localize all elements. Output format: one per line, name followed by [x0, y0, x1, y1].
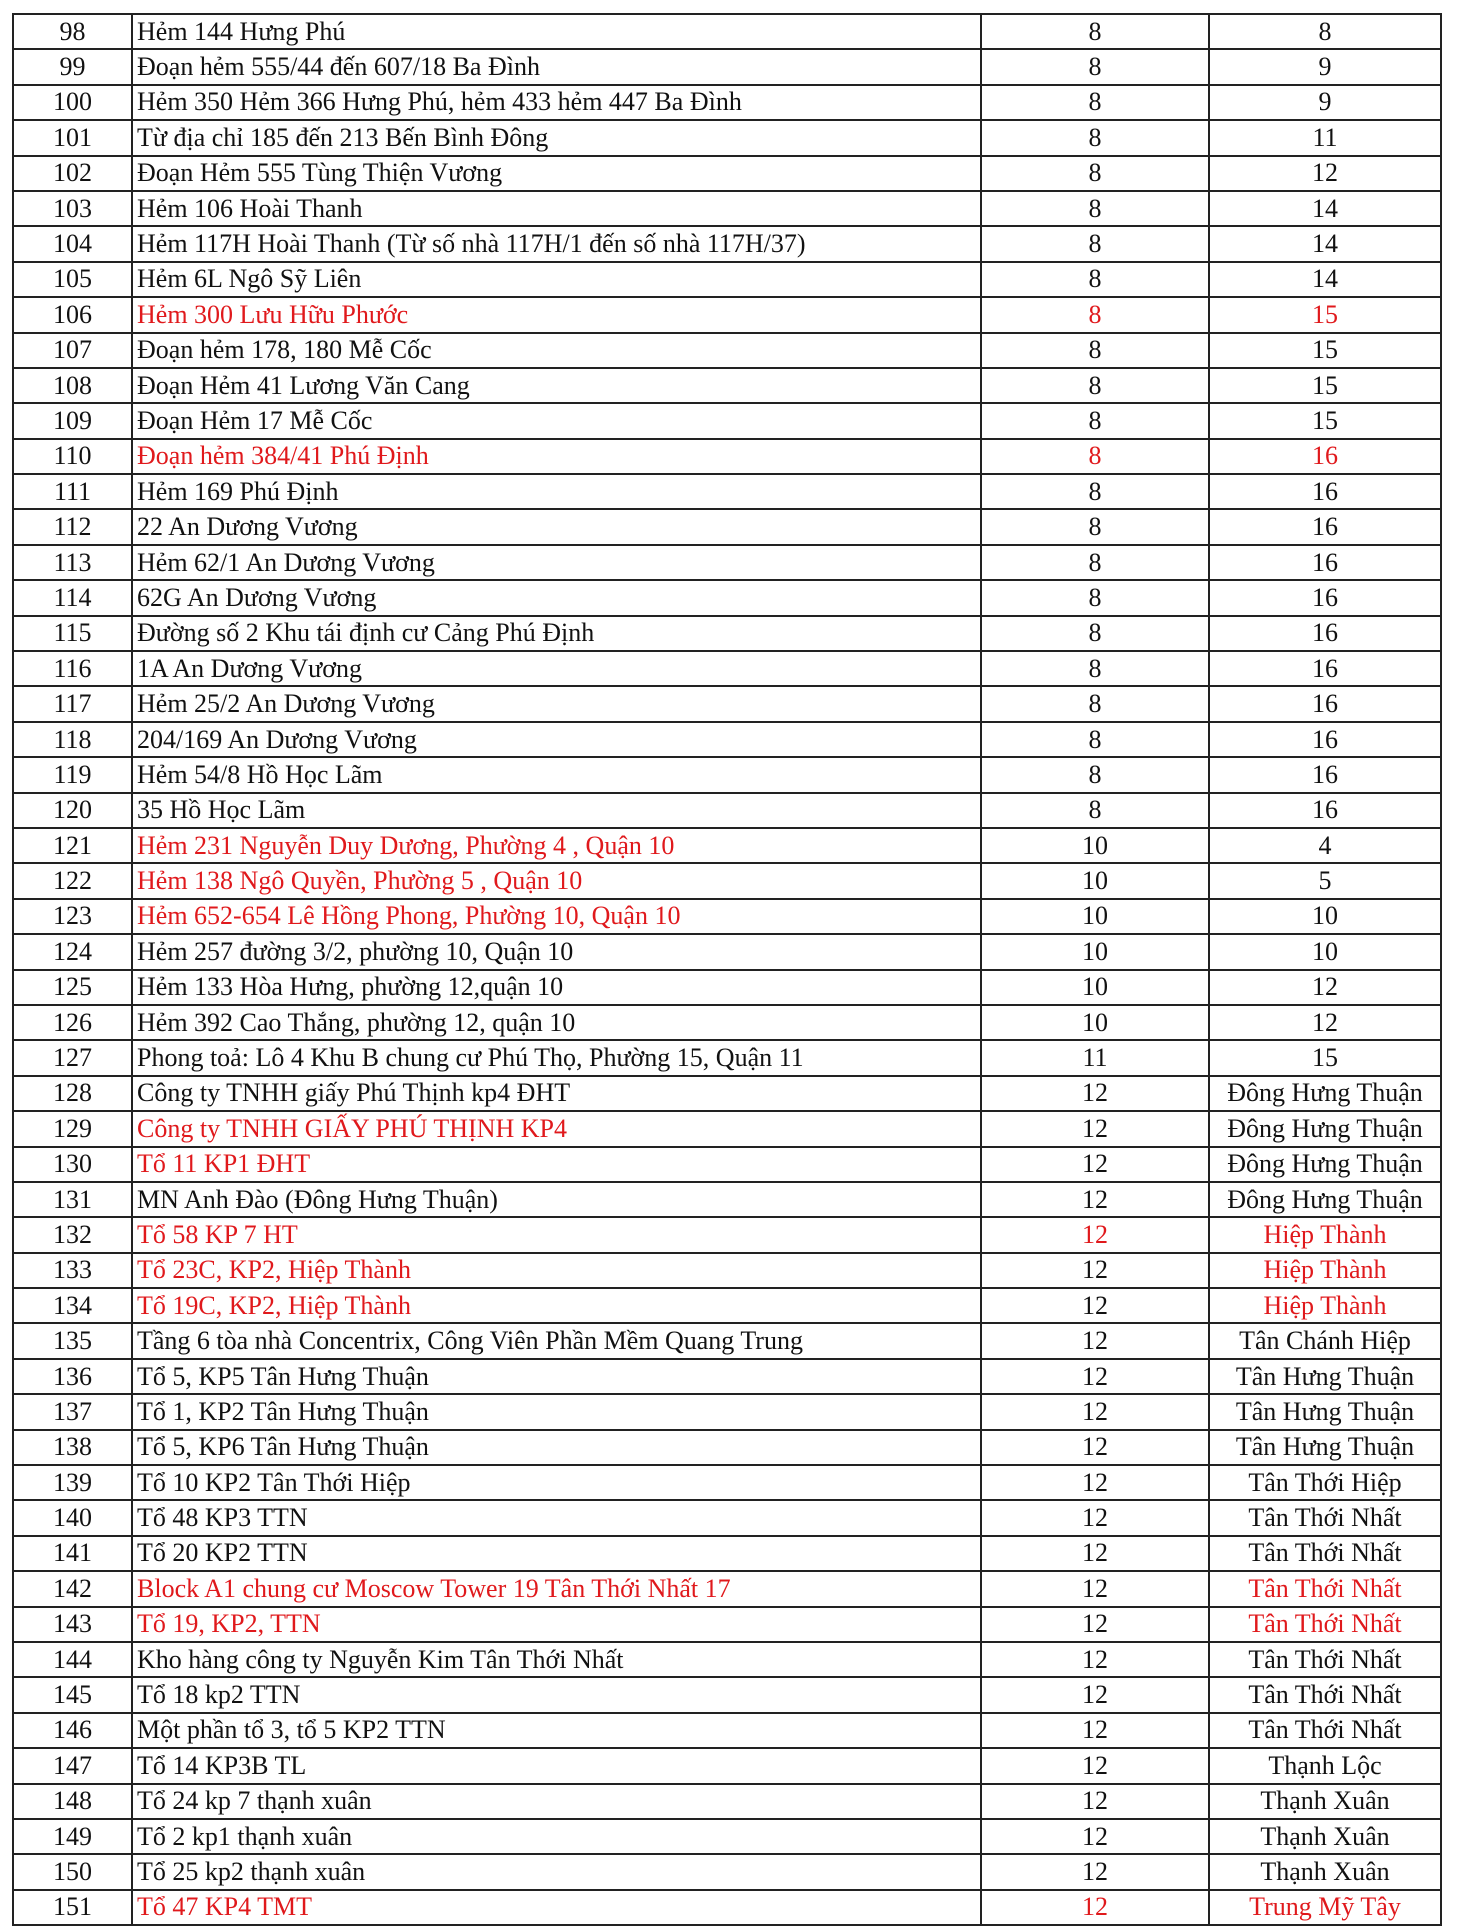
table-row — [13, 616, 1441, 651]
location-cell: Đoạn hẻm 178, 180 Mễ Cốc — [132, 333, 981, 368]
district-cell: 12 — [981, 1607, 1209, 1642]
district-cell: 8 — [981, 49, 1209, 84]
district-cell: 8 — [981, 616, 1209, 651]
ward-cell: Tân Thới Nhất — [1209, 1500, 1441, 1535]
row-number-cell: 136 — [13, 1359, 132, 1394]
district-cell: 8 — [981, 156, 1209, 191]
location-cell: Hẻm 62/1 An Dương Vương — [132, 545, 981, 580]
location-cell: Phong toả: Lô 4 Khu B chung cư Phú Thọ, Phường 15, Quận 11 — [132, 1040, 981, 1075]
location-cell: Hẻm 231 Nguyễn Duy Dương, Phường 4 , Quận 10 — [132, 828, 981, 863]
row-number-cell: 101 — [13, 120, 132, 155]
table-row — [13, 1111, 1441, 1146]
table-row — [13, 828, 1441, 863]
location-cell: Tổ 58 KP 7 HT — [132, 1217, 981, 1252]
row-number-cell: 107 — [13, 333, 132, 368]
row-number-cell: 142 — [13, 1571, 132, 1606]
row-number-cell: 112 — [13, 509, 132, 544]
ward-cell: Thạnh Xuân — [1209, 1819, 1441, 1854]
ward-cell: Tân Thới Nhất — [1209, 1536, 1441, 1571]
row-number-cell: 144 — [13, 1642, 132, 1677]
table-row — [13, 1500, 1441, 1535]
location-cell: 35 Hồ Học Lãm — [132, 793, 981, 828]
ward-cell: 14 — [1209, 191, 1441, 226]
location-cell: Hẻm 144 Hưng Phú — [132, 14, 981, 49]
ward-cell: Đông Hưng Thuận — [1209, 1111, 1441, 1146]
ward-cell: 16 — [1209, 545, 1441, 580]
district-cell: 12 — [981, 1571, 1209, 1606]
location-cell: Tổ 5, KP6 Tân Hưng Thuận — [132, 1430, 981, 1465]
ward-cell: 16 — [1209, 686, 1441, 721]
district-cell: 8 — [981, 722, 1209, 757]
ward-cell: Tân Hưng Thuận — [1209, 1359, 1441, 1394]
location-cell: Hẻm 350 Hẻm 366 Hưng Phú, hẻm 433 hẻm 447 Ba Đình — [132, 85, 981, 120]
row-number-cell: 148 — [13, 1784, 132, 1819]
ward-cell: 16 — [1209, 580, 1441, 615]
table-row — [13, 509, 1441, 544]
ward-cell: Đông Hưng Thuận — [1209, 1076, 1441, 1111]
ward-cell: 16 — [1209, 509, 1441, 544]
location-cell: Hẻm 106 Hoài Thanh — [132, 191, 981, 226]
location-cell: Hẻm 6L Ngô Sỹ Liên — [132, 262, 981, 297]
ward-cell: Thạnh Lộc — [1209, 1748, 1441, 1783]
table-row — [13, 757, 1441, 792]
ward-cell: Hiệp Thành — [1209, 1217, 1441, 1252]
table-row — [13, 368, 1441, 403]
table-row — [13, 793, 1441, 828]
ward-cell: 8 — [1209, 14, 1441, 49]
location-cell: Kho hàng công ty Nguyễn Kim Tân Thới Nhất — [132, 1642, 981, 1677]
table-row — [13, 1288, 1441, 1323]
location-cell: Đoạn hẻm 384/41 Phú Định — [132, 439, 981, 474]
row-number-cell: 132 — [13, 1217, 132, 1252]
district-cell: 8 — [981, 439, 1209, 474]
location-cell: Hẻm 133 Hòa Hưng, phường 12,quận 10 — [132, 970, 981, 1005]
ward-cell: Tân Hưng Thuận — [1209, 1394, 1441, 1429]
row-number-cell: 114 — [13, 580, 132, 615]
row-number-cell: 137 — [13, 1394, 132, 1429]
ward-cell: Tân Thới Hiệp — [1209, 1465, 1441, 1500]
ward-cell: 12 — [1209, 1005, 1441, 1040]
ward-cell: 15 — [1209, 403, 1441, 438]
row-number-cell: 129 — [13, 1111, 132, 1146]
ward-cell: 12 — [1209, 970, 1441, 1005]
row-number-cell: 151 — [13, 1890, 132, 1925]
district-cell: 12 — [981, 1465, 1209, 1500]
row-number-cell: 109 — [13, 403, 132, 438]
location-cell: 62G An Dương Vương — [132, 580, 981, 615]
ward-cell: Thạnh Xuân — [1209, 1854, 1441, 1889]
table-row — [13, 1182, 1441, 1217]
ward-cell: Đông Hưng Thuận — [1209, 1182, 1441, 1217]
district-cell: 12 — [981, 1076, 1209, 1111]
ward-cell: Thạnh Xuân — [1209, 1784, 1441, 1819]
district-cell: 8 — [981, 474, 1209, 509]
row-number-cell: 149 — [13, 1819, 132, 1854]
location-cell: Hẻm 138 Ngô Quyền, Phường 5 , Quận 10 — [132, 863, 981, 898]
location-cell: Tổ 2 kp1 thạnh xuân — [132, 1819, 981, 1854]
row-number-cell: 138 — [13, 1430, 132, 1465]
ward-cell: 16 — [1209, 757, 1441, 792]
ward-cell: Trung Mỹ Tây — [1209, 1890, 1441, 1925]
district-cell: 12 — [981, 1217, 1209, 1252]
ward-cell: 11 — [1209, 120, 1441, 155]
location-cell: Công ty TNHH GIẤY PHÚ THỊNH KP4 — [132, 1111, 981, 1146]
row-number-cell: 121 — [13, 828, 132, 863]
district-cell: 8 — [981, 651, 1209, 686]
row-number-cell: 103 — [13, 191, 132, 226]
location-cell: Tổ 11 KP1 ĐHT — [132, 1147, 981, 1182]
location-cell: Công ty TNHH giấy Phú Thịnh kp4 ĐHT — [132, 1076, 981, 1111]
ward-cell: 14 — [1209, 262, 1441, 297]
district-cell: 12 — [981, 1854, 1209, 1889]
location-cell: Hẻm 117H Hoài Thanh (Từ số nhà 117H/1 đến số nhà 117H/37) — [132, 226, 981, 261]
row-number-cell: 145 — [13, 1677, 132, 1712]
district-cell: 8 — [981, 333, 1209, 368]
district-cell: 10 — [981, 828, 1209, 863]
location-cell: Tổ 19, KP2, TTN — [132, 1607, 981, 1642]
location-cell: Tổ 19C, KP2, Hiệp Thành — [132, 1288, 981, 1323]
location-cell: Đường số 2 Khu tái định cư Cảng Phú Định — [132, 616, 981, 651]
table-row — [13, 1147, 1441, 1182]
table-row — [13, 439, 1441, 474]
district-cell: 12 — [981, 1677, 1209, 1712]
table-row — [13, 297, 1441, 332]
ward-cell: Tân Thới Nhất — [1209, 1607, 1441, 1642]
data-table — [12, 13, 1442, 1926]
ward-cell: 9 — [1209, 49, 1441, 84]
location-cell: Tổ 14 KP3B TL — [132, 1748, 981, 1783]
district-cell: 8 — [981, 509, 1209, 544]
ward-cell: 12 — [1209, 156, 1441, 191]
district-cell: 12 — [981, 1182, 1209, 1217]
district-cell: 12 — [981, 1253, 1209, 1288]
district-cell: 11 — [981, 1040, 1209, 1075]
district-cell: 12 — [981, 1288, 1209, 1323]
ward-cell: 15 — [1209, 297, 1441, 332]
table-row — [13, 545, 1441, 580]
district-cell: 12 — [981, 1536, 1209, 1571]
table-row — [13, 262, 1441, 297]
table-row — [13, 1217, 1441, 1252]
table-row — [13, 1394, 1441, 1429]
location-cell: Đoạn Hẻm 17 Mễ Cốc — [132, 403, 981, 438]
table-row — [13, 863, 1441, 898]
district-cell: 12 — [981, 1430, 1209, 1465]
table-row — [13, 1642, 1441, 1677]
location-cell: Một phần tổ 3, tổ 5 KP2 TTN — [132, 1713, 981, 1748]
table-row — [13, 899, 1441, 934]
row-number-cell: 119 — [13, 757, 132, 792]
district-cell: 8 — [981, 403, 1209, 438]
location-cell: Tổ 24 kp 7 thạnh xuân — [132, 1784, 981, 1819]
location-cell: Hẻm 300 Lưu Hữu Phước — [132, 297, 981, 332]
location-cell: Hẻm 257 đường 3/2, phường 10, Quận 10 — [132, 934, 981, 969]
district-cell: 12 — [981, 1500, 1209, 1535]
table-row — [13, 14, 1441, 49]
location-cell: 204/169 An Dương Vương — [132, 722, 981, 757]
ward-cell: 16 — [1209, 793, 1441, 828]
district-cell: 12 — [981, 1890, 1209, 1925]
district-cell: 12 — [981, 1323, 1209, 1358]
location-cell: Tầng 6 tòa nhà Concentrix, Công Viên Phần Mềm Quang Trung — [132, 1323, 981, 1358]
row-number-cell: 143 — [13, 1607, 132, 1642]
table-row — [13, 580, 1441, 615]
ward-cell: 10 — [1209, 934, 1441, 969]
row-number-cell: 110 — [13, 439, 132, 474]
district-cell: 10 — [981, 934, 1209, 969]
row-number-cell: 133 — [13, 1253, 132, 1288]
row-number-cell: 117 — [13, 686, 132, 721]
district-cell: 8 — [981, 580, 1209, 615]
ward-cell: 15 — [1209, 1040, 1441, 1075]
district-cell: 8 — [981, 120, 1209, 155]
row-number-cell: 135 — [13, 1323, 132, 1358]
ward-cell: Tân Thới Nhất — [1209, 1713, 1441, 1748]
location-cell: Hẻm 54/8 Hồ Học Lãm — [132, 757, 981, 792]
table-row — [13, 474, 1441, 509]
district-cell: 8 — [981, 368, 1209, 403]
district-cell: 12 — [981, 1748, 1209, 1783]
row-number-cell: 140 — [13, 1500, 132, 1535]
row-number-cell: 106 — [13, 297, 132, 332]
table-row — [13, 403, 1441, 438]
row-number-cell: 124 — [13, 934, 132, 969]
table-row — [13, 226, 1441, 261]
district-cell: 12 — [981, 1147, 1209, 1182]
table-row — [13, 970, 1441, 1005]
row-number-cell: 150 — [13, 1854, 132, 1889]
ward-cell: Tân Thới Nhất — [1209, 1571, 1441, 1606]
ward-cell: 14 — [1209, 226, 1441, 261]
district-cell: 8 — [981, 14, 1209, 49]
ward-cell: 15 — [1209, 333, 1441, 368]
location-cell: Đoạn Hẻm 41 Lương Văn Cang — [132, 368, 981, 403]
table-row — [13, 1430, 1441, 1465]
row-number-cell: 126 — [13, 1005, 132, 1040]
location-cell: 22 An Dương Vương — [132, 509, 981, 544]
ward-cell: Tân Hưng Thuận — [1209, 1430, 1441, 1465]
district-cell: 12 — [981, 1713, 1209, 1748]
district-cell: 8 — [981, 686, 1209, 721]
district-cell: 10 — [981, 899, 1209, 934]
ward-cell: 5 — [1209, 863, 1441, 898]
district-cell: 8 — [981, 297, 1209, 332]
district-cell: 12 — [981, 1111, 1209, 1146]
table-row — [13, 1323, 1441, 1358]
district-cell: 8 — [981, 191, 1209, 226]
location-cell: Block A1 chung cư Moscow Tower 19 Tân Thới Nhất 17 — [132, 1571, 981, 1606]
table-row — [13, 120, 1441, 155]
row-number-cell: 128 — [13, 1076, 132, 1111]
location-cell: 1A An Dương Vương — [132, 651, 981, 686]
row-number-cell: 120 — [13, 793, 132, 828]
table-row — [13, 49, 1441, 84]
table-row — [13, 1040, 1441, 1075]
location-cell: Hẻm 169 Phú Định — [132, 474, 981, 509]
row-number-cell: 134 — [13, 1288, 132, 1323]
row-number-cell: 98 — [13, 14, 132, 49]
location-cell: Tổ 25 kp2 thạnh xuân — [132, 1854, 981, 1889]
ward-cell: 16 — [1209, 722, 1441, 757]
table-row — [13, 686, 1441, 721]
ward-cell: 16 — [1209, 474, 1441, 509]
row-number-cell: 108 — [13, 368, 132, 403]
row-number-cell: 125 — [13, 970, 132, 1005]
location-cell: Tổ 23C, KP2, Hiệp Thành — [132, 1253, 981, 1288]
row-number-cell: 102 — [13, 156, 132, 191]
location-cell: Hẻm 652-654 Lê Hồng Phong, Phường 10, Quận 10 — [132, 899, 981, 934]
table-row — [13, 1571, 1441, 1606]
table-row — [13, 1607, 1441, 1642]
ward-cell: Hiệp Thành — [1209, 1288, 1441, 1323]
location-cell: Tổ 48 KP3 TTN — [132, 1500, 981, 1535]
ward-cell: 16 — [1209, 651, 1441, 686]
district-cell: 8 — [981, 757, 1209, 792]
district-cell: 12 — [981, 1784, 1209, 1819]
table-row — [13, 156, 1441, 191]
location-cell: Đoạn Hẻm 555 Tùng Thiện Vương — [132, 156, 981, 191]
table-row — [13, 1005, 1441, 1040]
row-number-cell: 116 — [13, 651, 132, 686]
ward-cell: Hiệp Thành — [1209, 1253, 1441, 1288]
row-number-cell: 115 — [13, 616, 132, 651]
district-cell: 10 — [981, 863, 1209, 898]
table-row — [13, 85, 1441, 120]
row-number-cell: 100 — [13, 85, 132, 120]
ward-cell: Tân Thới Nhất — [1209, 1677, 1441, 1712]
ward-cell: Đông Hưng Thuận — [1209, 1147, 1441, 1182]
location-cell: Hẻm 392 Cao Thắng, phường 12, quận 10 — [132, 1005, 981, 1040]
table-row — [13, 1854, 1441, 1889]
district-cell: 10 — [981, 1005, 1209, 1040]
row-number-cell: 118 — [13, 722, 132, 757]
row-number-cell: 141 — [13, 1536, 132, 1571]
table-body — [13, 14, 1441, 1925]
ward-cell: 16 — [1209, 616, 1441, 651]
table-row — [13, 651, 1441, 686]
location-cell: Tổ 47 KP4 TMT — [132, 1890, 981, 1925]
table-row — [13, 1076, 1441, 1111]
row-number-cell: 146 — [13, 1713, 132, 1748]
row-number-cell: 99 — [13, 49, 132, 84]
district-cell: 12 — [981, 1642, 1209, 1677]
ward-cell: 4 — [1209, 828, 1441, 863]
district-cell: 8 — [981, 85, 1209, 120]
table-row — [13, 1784, 1441, 1819]
table-row — [13, 1677, 1441, 1712]
table-row — [13, 1748, 1441, 1783]
table-row — [13, 191, 1441, 226]
location-cell: Đoạn hẻm 555/44 đến 607/18 Ba Đình — [132, 49, 981, 84]
district-cell: 12 — [981, 1819, 1209, 1854]
row-number-cell: 123 — [13, 899, 132, 934]
district-cell: 12 — [981, 1394, 1209, 1429]
row-number-cell: 131 — [13, 1182, 132, 1217]
ward-cell: 15 — [1209, 368, 1441, 403]
row-number-cell: 139 — [13, 1465, 132, 1500]
row-number-cell: 127 — [13, 1040, 132, 1075]
district-cell: 8 — [981, 262, 1209, 297]
ward-cell: Tân Chánh Hiệp — [1209, 1323, 1441, 1358]
ward-cell: 10 — [1209, 899, 1441, 934]
table-row — [13, 1819, 1441, 1854]
table-row — [13, 333, 1441, 368]
row-number-cell: 122 — [13, 863, 132, 898]
row-number-cell: 130 — [13, 1147, 132, 1182]
table-row — [13, 1890, 1441, 1925]
location-cell: Hẻm 25/2 An Dương Vương — [132, 686, 981, 721]
row-number-cell: 147 — [13, 1748, 132, 1783]
district-cell: 12 — [981, 1359, 1209, 1394]
ward-cell: Tân Thới Nhất — [1209, 1642, 1441, 1677]
table-row — [13, 1465, 1441, 1500]
ward-cell: 16 — [1209, 439, 1441, 474]
table-row — [13, 934, 1441, 969]
row-number-cell: 104 — [13, 226, 132, 261]
location-cell: Tổ 18 kp2 TTN — [132, 1677, 981, 1712]
location-cell: Tổ 1, KP2 Tân Hưng Thuận — [132, 1394, 981, 1429]
location-cell: Tổ 5, KP5 Tân Hưng Thuận — [132, 1359, 981, 1394]
district-cell: 8 — [981, 793, 1209, 828]
table-row — [13, 1359, 1441, 1394]
district-cell: 8 — [981, 545, 1209, 580]
location-cell: Tổ 10 KP2 Tân Thới Hiệp — [132, 1465, 981, 1500]
table-row — [13, 722, 1441, 757]
table-row — [13, 1253, 1441, 1288]
district-cell: 10 — [981, 970, 1209, 1005]
location-cell: MN Anh Đào (Đông Hưng Thuận) — [132, 1182, 981, 1217]
district-cell: 8 — [981, 226, 1209, 261]
row-number-cell: 113 — [13, 545, 132, 580]
table-row — [13, 1536, 1441, 1571]
table-row — [13, 1713, 1441, 1748]
row-number-cell: 105 — [13, 262, 132, 297]
row-number-cell: 111 — [13, 474, 132, 509]
location-cell: Tổ 20 KP2 TTN — [132, 1536, 981, 1571]
ward-cell: 9 — [1209, 85, 1441, 120]
location-cell: Từ địa chỉ 185 đến 213 Bến Bình Đông — [132, 120, 981, 155]
